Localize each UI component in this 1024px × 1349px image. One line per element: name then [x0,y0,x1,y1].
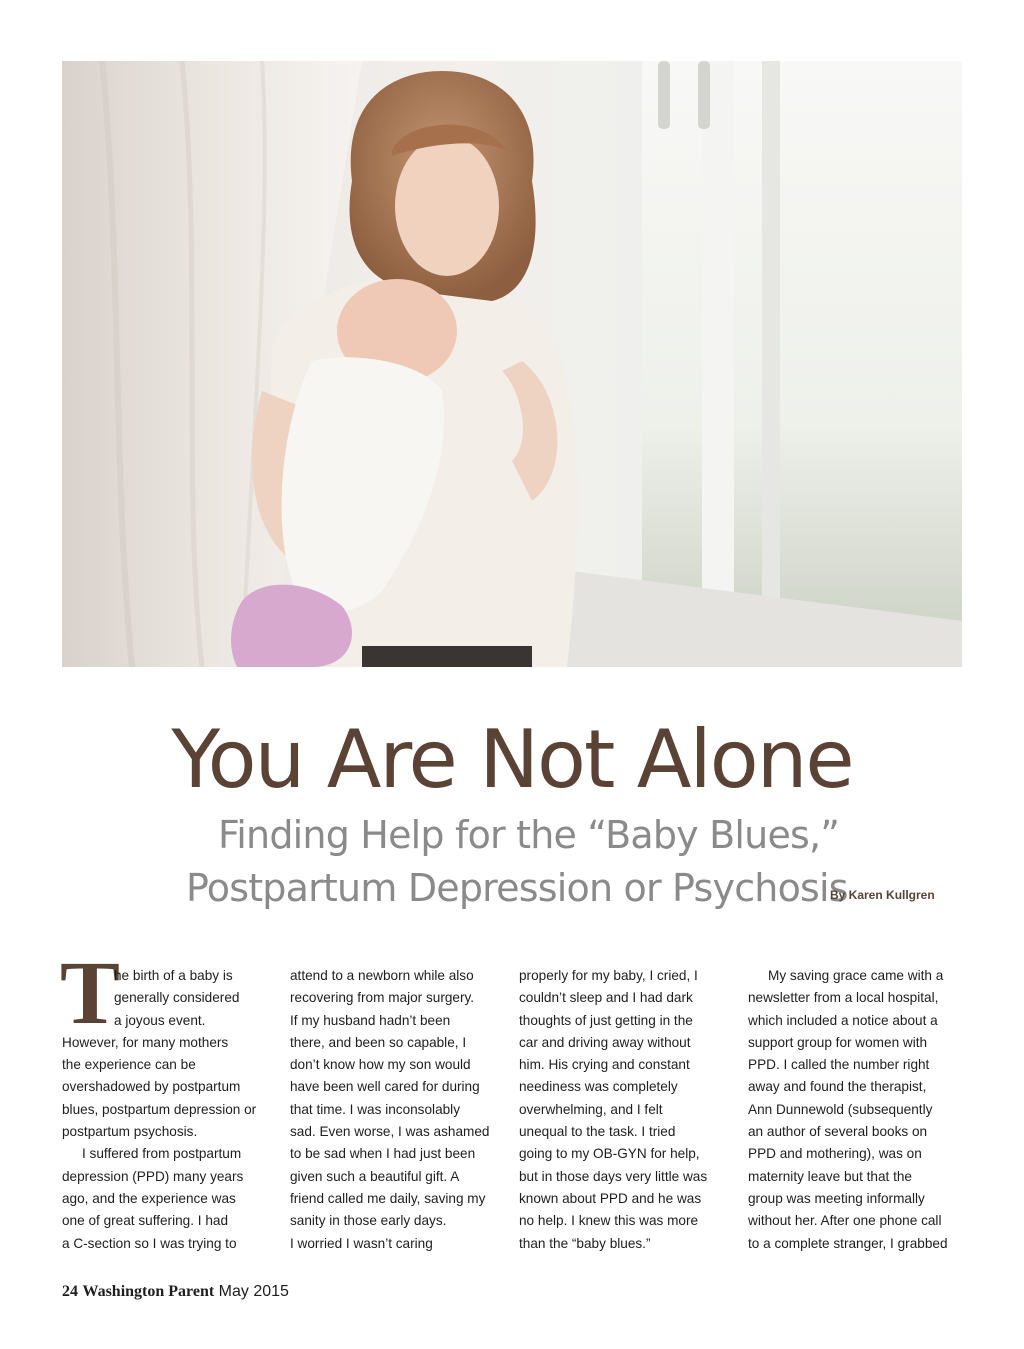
issue-date: May 2015 [218,1283,289,1300]
body-line: ago, and the experience was [62,1190,236,1206]
body-line: overwhelming, and I felt [519,1101,663,1117]
body-line: maternity leave but that the [748,1168,912,1184]
hero-photo [62,61,962,667]
body-line: depression (PPD) many years [62,1168,244,1184]
body-line: unequal to the task. I tried [519,1124,676,1140]
body-line: My saving grace came with a [768,968,944,983]
body-line: a joyous event. [114,1012,206,1028]
body-line: newsletter from a local hospital, [748,990,939,1006]
body-line: a C-section so I was trying to [62,1235,237,1251]
body-line: I worried I wasn’t caring [290,1235,433,1251]
body-line: sad. Even worse, I was ashamed [290,1124,490,1140]
body-line: which included a notice about a [748,1012,938,1028]
body-line: blues, postpartum depression or [62,1101,257,1117]
body-line: properly for my baby, I cried, I [519,968,698,983]
body-line: overshadowed by postpartum [62,1079,241,1095]
body-line: thoughts of just getting in the [519,1012,693,1028]
body-line: don’t know how my son would [290,1057,471,1073]
body-line: car and driving away without [519,1034,691,1050]
body-line: that time. I was inconsolably [290,1101,461,1117]
body-line: him. His crying and constant [519,1057,690,1073]
body-line: postpartum psychosis. [62,1124,198,1140]
body-line: than the “baby blues.” [519,1235,651,1251]
body-line: but in those days very little was [519,1168,708,1184]
body-line: recovering from major surgery. [290,990,475,1006]
drop-cap: T [60,944,121,1043]
page-footer [62,1283,289,1301]
body-line: going to my OB-GYN for help, [519,1146,700,1162]
body-line: If my husband hadn’t been [290,1012,451,1028]
body-column-2 [290,965,502,1255]
body-line: couldn’t sleep and I had dark [519,990,693,1006]
body-line: support group for women with [748,1034,928,1050]
body-line: no help. I knew this was more [519,1213,699,1229]
body-line: neediness was completely [519,1079,678,1095]
body-column-4 [748,965,960,1255]
body-line: to be sad when I had just been [290,1146,476,1162]
article-subtitle-line1: Finding Help for the “Baby Blues,” [218,813,840,857]
body-line: the experience can be [62,1057,196,1073]
body-line: group was meeting informally [748,1190,925,1206]
article-subtitle-line2: Postpartum Depression or Psychosis [186,866,848,910]
body-line: given such a beautiful gift. A [290,1168,460,1184]
body-line: attend to a newborn while also [290,968,474,983]
body-line: friend called me daily, saving my [290,1190,486,1206]
body-line: known about PPD and he was [519,1190,702,1206]
body-line: an author of several books on [748,1124,928,1140]
body-line: PPD and mothering), was on [748,1146,922,1162]
body-line: have been well cared for during [290,1079,480,1095]
body-column-1 [62,965,274,1255]
byline: By Karen Kullgren [830,888,935,902]
body-line: However, for many mothers [62,1034,229,1050]
body-line: I suffered from postpartum [82,1146,242,1162]
body-line: one of great suffering. I had [62,1213,229,1229]
body-column-3 [519,965,731,1255]
body-line: away and found the therapist, [748,1079,927,1095]
body-line: without her. After one phone call [748,1213,942,1229]
body-line: generally considered [114,990,240,1006]
body-line: to a complete stranger, I grabbed [748,1235,948,1251]
body-line: Ann Dunnewold (subsequently [748,1101,933,1117]
article-title: You Are Not Alone [171,713,853,806]
page-number: 24 [62,1283,78,1300]
body-line: there, and been so capable, I [290,1034,467,1050]
body-line: he birth of a baby is [114,968,233,983]
body-line: sanity in those early days. [290,1213,447,1229]
body-line: PPD. I called the number right [748,1057,930,1073]
publication-name: Washington Parent [82,1283,215,1300]
